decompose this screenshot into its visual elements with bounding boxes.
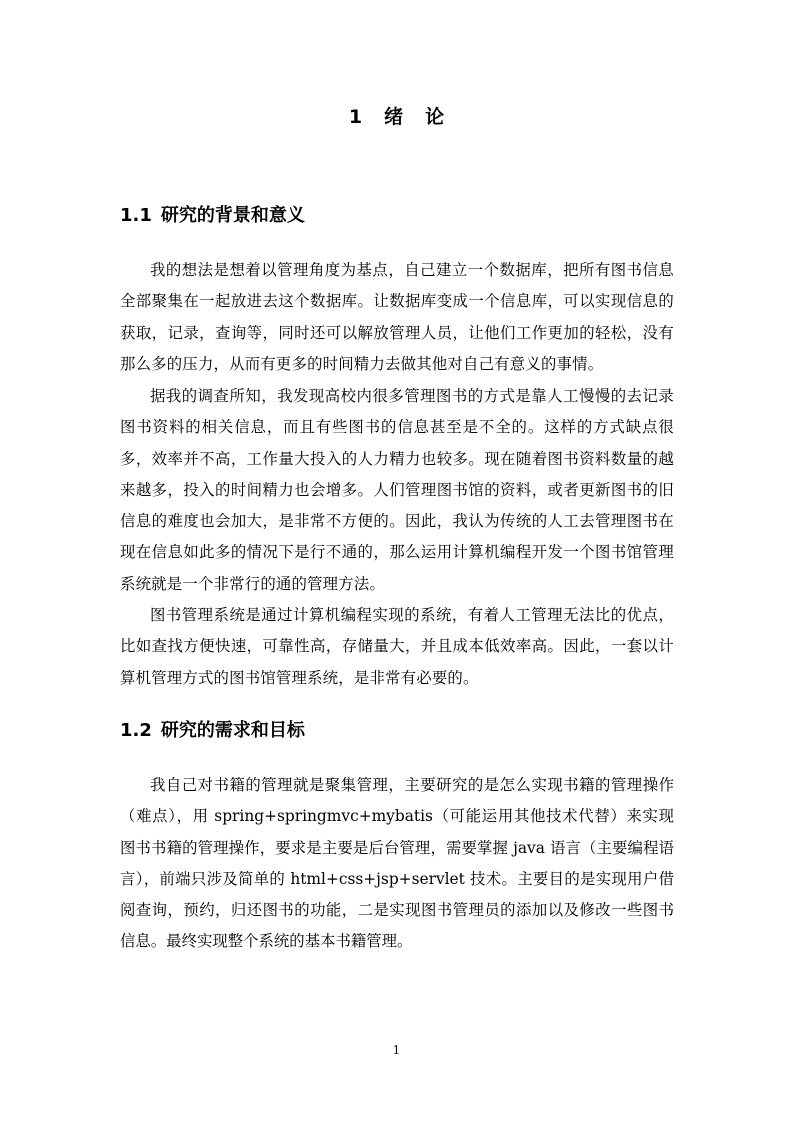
chapter-title-char-2: 论 bbox=[425, 106, 445, 128]
paragraph-background-1: 我的想法是想着以管理角度为基点，自己建立一个数据库，把所有图书信息全部聚集在一起放进去这个数据库。让数据库变成一个信息库，可以实现信息的获取，记录，查询等，同时还可以解放管理人员，让他们工作更加的轻松，没有那么多的压力，从而有更多的时间精力去做其他对自己有意义的事情。 bbox=[120, 261, 674, 373]
paragraph-background-2: 据我的调查所知，我发现高校内很多管理图书的方式是靠人工慢慢的去记录图书资料的相关信息，而且有些图书的信息甚至是不全的。这样的方式缺点很多，效率并不高，工作量大投入的人力精力也较多。现在随着图书资料数量的越来越多，投入的时间精力也会增多。人们管理图书馆的资料，或者更新图书的旧信息的难度也会加大，是非常不方便的。因此，我认为传统的人工去管理图书在现在信息如此多的情况下是行不通的，那么运用计算机编程开发一个图书馆管理系统就是一个非常行的通的管理方法。 bbox=[120, 387, 674, 593]
section-number: 1.1 bbox=[120, 205, 152, 226]
chapter-number: 1 bbox=[348, 106, 363, 128]
section-number: 1.2 bbox=[120, 720, 152, 741]
section-heading-1-2 bbox=[120, 718, 680, 744]
section-title: 研究的背景和意义 bbox=[160, 205, 305, 226]
chapter-title bbox=[0, 103, 793, 131]
section-title: 研究的需求和目标 bbox=[160, 720, 305, 741]
section-heading-1-1 bbox=[120, 203, 680, 229]
paragraph-background-3: 图书管理系统是通过计算机编程实现的系统，有着人工管理无法比的优点，比如查找方便快速，可靠性高，存储量大，并且成本低效率高。因此，一套以计算机管理方式的图书馆管理系统，是非常有必要的。 bbox=[120, 606, 674, 687]
chapter-title-char-1: 绪 bbox=[384, 106, 404, 128]
page-number: 1 bbox=[392, 1043, 401, 1057]
paragraph-requirements-1: 我自己对书籍的管理就是聚集管理，主要研究的是怎么实现书籍的管理操作（难点），用 spring+springmvc+mybatis（可能运用其他技术代替）来实现图书书籍的管理操作，要求是主要是后台管理，需要掌握 java 语言（主要编程语言），前端只涉及简单的 html+css+jsp+servlet 技术。主要目的是实现用户借阅查询，预约，归还图书的功能，二是实现图书管理员的添加以及修改一些图书信息。最终实现整个系统的基本书籍管理。 bbox=[120, 776, 674, 951]
